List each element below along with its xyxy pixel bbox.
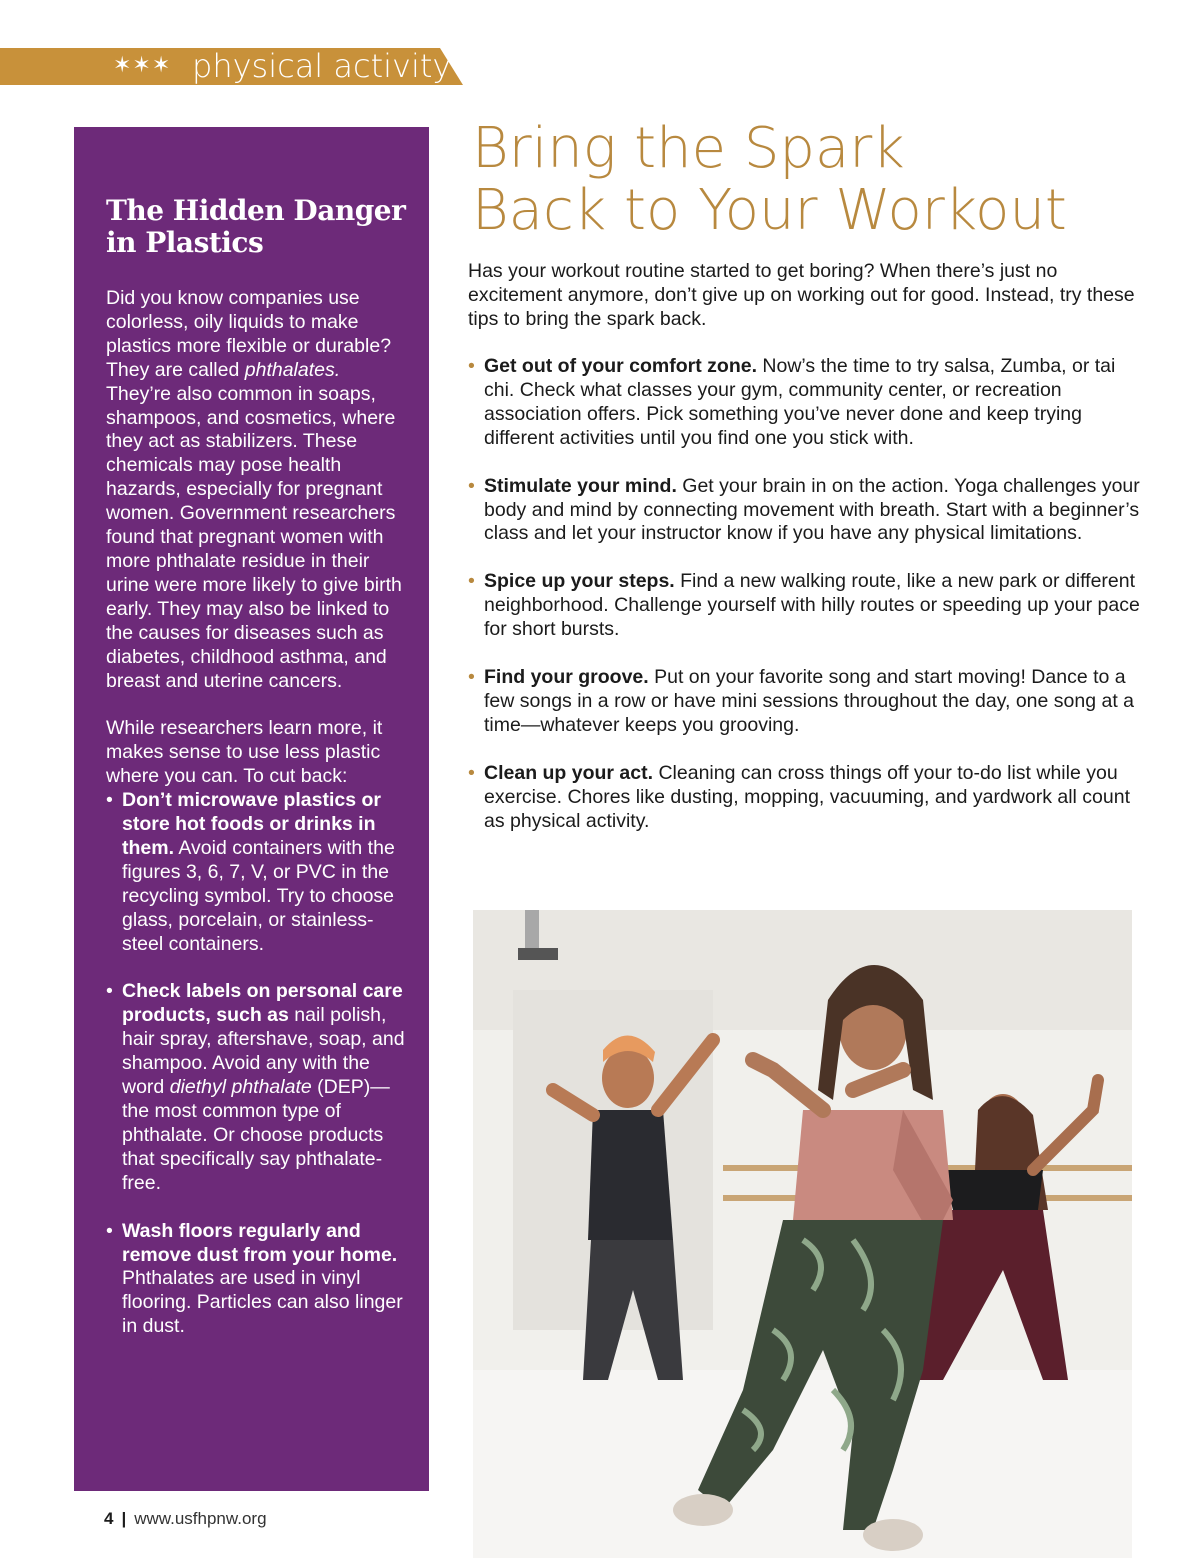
list-item: • Get out of your comfort zone. Now’s the time to try salsa, Zumba, or tai chi. Check what classes your gym, community center, or recreation association offers. Pick something you’ve never done and keep trying different activities until you find one you stick with. (468, 355, 1116, 449)
footer-separator: | (121, 1509, 127, 1528)
sidebar-title: The Hidden Danger in Plastics (106, 194, 406, 259)
list-item: • Clean up your act. Cleaning can cross things off your to-do list while you exercise. Chores like dusting, mopping, vacuuming, and yardwork all count as physical activity. (468, 761, 1130, 832)
section-label: physical activity (192, 47, 452, 85)
dancers-illustration (473, 910, 1132, 1558)
bullet-icon: • (468, 570, 475, 593)
list-item: • Check labels on personal care products, such as nail polish, hair spray, aftershave, soap, and shampoo. Avoid any with the word diethyl phthalate (DEP)—the most common type of phthalate. Or choose products that specifically say phthalate-free. (106, 980, 405, 1194)
article-title: Bring the Spark Back to Your Workout (472, 116, 1067, 243)
list-item: • Wash floors regularly and remove dust from your home. Phthalates are used in vinyl flooring. Particles can also linger in dust. (106, 1219, 403, 1338)
article-intro: Has your workout routine started to get boring? When there’s just no excitement anymore, don’t give up on working out for good. Instead, try these tips to bring the spark back. (468, 260, 1135, 330)
bullet-icon: • (468, 666, 475, 689)
sidebar-list (106, 789, 405, 1339)
list-item: • Spice up your steps. Find a new walking route, like a new park or different neighborhood. Challenge yourself with hilly routes or speeding up your pace for short bursts. (468, 570, 1140, 641)
sidebar-intro: Did you know companies use colorless, oily liquids to make plastics more flexible or durable? They are called phthalates. They’re also common in soaps, shampoos, and cosmetics, where they act as stabilizers. These chemicals may pose health hazards, especially for pregnant women. Government researchers found that pregnant women with more phthalate residue in their urine were more likely to give birth early. They may also be linked to the causes for diseases such as diabetes, childhood asthma, and breast and uterine cancers. (106, 287, 402, 692)
list-item: • Stimulate your mind. Get your brain in on the action. Yoga challenges your body and mind by connecting movement with breath. Start with a beginner’s class and let your instructor know if you have any physical limitations. (468, 474, 1140, 545)
list-item: • Don’t microwave plastics or store hot foods or drinks in them. Avoid containers with the figures 3, 6, 7, V, or PVC in the recycling symbol. Try to choose glass, porcelain, or stainless-steel containers. (106, 789, 395, 955)
sidebar-panel (74, 127, 429, 1491)
bullet-icon: • (468, 474, 475, 497)
bullet-icon: • (106, 980, 113, 1003)
sidebar-cutback: While researchers learn more, it makes sense to use less plastic where you can. To cut back: (106, 717, 383, 788)
section-banner (0, 48, 463, 85)
page-number: 4 (104, 1509, 114, 1528)
footer-url[interactable]: www.usfhpnw.org (134, 1509, 267, 1528)
dance-class-photo (473, 910, 1132, 1558)
bullet-icon: • (468, 355, 475, 377)
bullet-icon: • (468, 761, 475, 784)
page-footer (104, 1509, 267, 1529)
stars-icon: ✶✶✶ (113, 52, 172, 77)
bullet-icon: • (106, 789, 113, 812)
list-item: • Find your groove. Put on your favorite song and start moving! Dance to a few songs in a row or have mini sessions throughout the day, one song at a time—whatever keeps you grooving. (468, 666, 1135, 736)
bullet-icon: • (106, 1219, 113, 1242)
tips-list (468, 355, 1148, 858)
